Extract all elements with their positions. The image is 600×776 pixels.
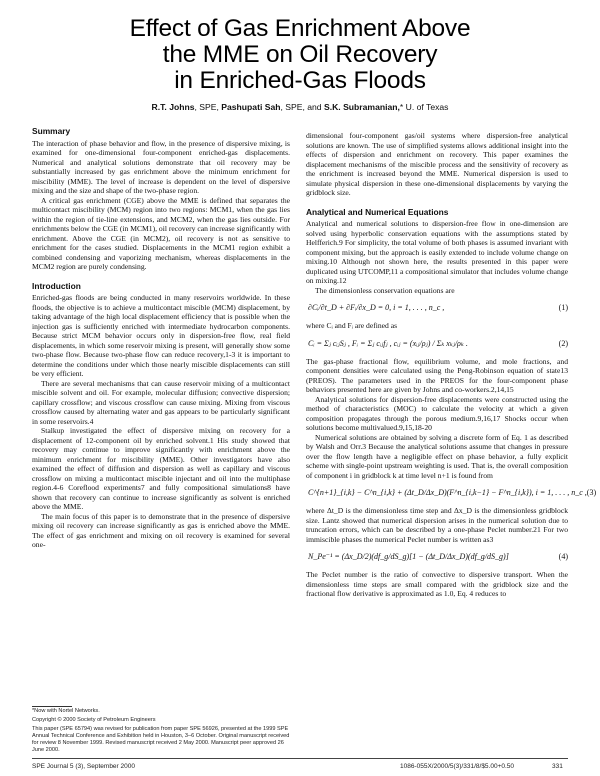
introduction-paragraph: Enriched-gas floods are being conducted in many reservoirs worldwide. In these floods, the objective is to achieve a multicontact miscible (MCM) displacement, by taking advantage of the high local displacement efficiency that is possible when the injection gas is sufficiently enriched with intermediate hydrocarbon components. Because strict MCM behavior occurs only in dispersion-free flow, real field displacements, in which some reservoir mixing is present, will generally show some two-phase flow. Because two-phase flow can reduce recovery,1-3 it is important to determine the conditions under which those nearly miscible displacements can still be very efficient. — [32, 293, 290, 378]
equation-body: N_Pe⁻¹ = (Δx_D/2)(df_g/dS_g)[1 − (Δt_D/Δx_D)(df_g/dS_g)] — [308, 552, 509, 562]
equation-body: ∂Cᵢ/∂t_D + ∂Fᵢ/∂x_D = 0, i = 1, . . . , n_c , — [308, 303, 445, 313]
equation-2 — [306, 336, 568, 352]
body-paragraph: where Cᵢ and Fᵢ are defined as — [306, 321, 398, 330]
copyright-note: Copyright © 2000 Society of Petroleum Engineers — [32, 717, 156, 723]
body-paragraph: Analytical and numerical solutions to dispersion-free flow in one-dimension are solved using hyperbolic conservation equations with the assumptions stated by Helfferich.9 For simplicity, the total volume of both phases is assumed invariant with component mixing, but the approach is easily extended to include volume change on mixing.10 Although not shown here, the results presented in this paper were duplicated using UTCOMP,11 a compositional simulator that includes volume change on mixing.12 — [306, 219, 568, 285]
equation-number: (4) — [558, 552, 568, 562]
author-2: Pashupati Sah — [221, 102, 281, 112]
body-paragraph: The dimensionless conservation equations are — [315, 285, 455, 295]
title-line-1: Effect of Gas Enrichment Above — [129, 15, 471, 42]
issn-code: 1086-055X/2000/5(3)/331/8/$5.00+0.50 — [400, 763, 515, 770]
equation-number: (1) — [558, 303, 568, 313]
summary-paragraph: A critical gas enrichment (CGE) above the MME is defined that separates the multicontact miscibility (MCM) region into two regions: MCM1, when the gas lies within the region of tie-line extensions, and MCM2, when the gas lies outside. For enrichments below the CGE (in MCM1), oil recovery can increase significantly with enrichment. Above the CGE (in MCM2), oil recovery is not as sensitive to enrichment for the cases studied. Displacements in the MCM1 region exhibit a combined condensing and vaporizing mechanism, whereas displacements in the MCM2 region are purely condensing. — [32, 195, 290, 271]
equation-body: Cᵢ = Σⱼ cᵢⱼSⱼ , Fᵢ = Σⱼ cᵢⱼfⱼ , cᵢⱼ = (xᵢⱼ/ρⱼ) / Σₖ xₖⱼ/ρₖ . — [308, 338, 468, 348]
footer-rule — [32, 758, 568, 759]
body-paragraph: dimensional four-component gas/oil systems where dispersion-free analytical solutions are known. The use of simplified systems allows additional insight into the effects of dispersion and enrichment on recovery. This paper examines the displacement mechanisms of the miscible process and the sensitivity of recovery as the enrichment is increased beyond the MME. Numerical dispersion is used to simulate physical dispersion in these one-dimensional displacements by varying the gridblock size. — [306, 131, 568, 197]
equation-3 — [306, 485, 597, 501]
equation-4 — [306, 549, 568, 565]
body-paragraph: Numerical solutions are obtained by solving a discrete form of Eq. 1 as described by Walsh and Orr.3 Because the analytical solutions assume that changes in pressure over the flow length have a negligible effect on phase behavior, a fully explicit scheme with single-point upstream weighting is used. That is, the overall composition of component i in gridblock k at time level n+1 is found from — [306, 432, 568, 480]
introduction-paragraph: The main focus of this paper is to demonstrate that in the presence of dispersive mixing oil recovery can increase significantly as gas is enriched above the MME. The effect of gas enrichment and mixing on oil recovery is examined for several one- — [32, 511, 290, 549]
equation-body: C^{n+1}_{i,k} − C^n_{i,k} + (Δt_D/Δx_D)(F^n_{i,k−1} − F^n_{i,k}), i = 1, . . . , n_c , — [308, 488, 587, 498]
summary-heading: Summary — [32, 126, 71, 136]
author-3: S.K. Subramanian, — [323, 102, 400, 112]
author-line — [40, 102, 560, 112]
title-line-3: in Enriched-Gas Floods — [174, 67, 426, 94]
body-paragraph: where Δt_D is the dimensionless time step and Δx_D is the dimensionless gridblock size. Lantz showed that numerical dispersion arises in the numerical solution due to truncation errors, which can be described by a one-phase Peclet number.21 For two immiscible phases the numerical Peclet number is written as3 — [306, 506, 568, 544]
equation-1 — [306, 300, 568, 316]
paper-title — [40, 16, 560, 94]
footnote: This paper (SPE 65794) was revised for publication from paper SPE 56926, presented at the 1999 SPE Annual Technical Conference and Exhibition held in Houston, 3–6 October. Original manuscript received for review 8 November 1999. Revised manuscript received 2 May 2000. Manuscript peer approved 26 June 2000. — [32, 726, 290, 753]
footnote: *Now with Nortel Networks. — [32, 708, 100, 714]
summary-paragraph: The interaction of phase behavior and flow, in the presence of dispersive mixing, is examined for one-dimensional four-component enriched-gas displacements. Numerical and analytical solutions demonstrate that oil recovery may be substantially increased by gas enrichment above the minimum enrichment for miscibility (MME). The level of increase is dependent on the level of dispersive mixing and the size and shape of the two-phase region. — [32, 138, 290, 195]
body-paragraph: The gas-phase fractional flow, equilibrium volume, and mole fractions, and component densities were calculated using the Peng-Robinson equation of state13 (PREOS). The parameters used in the PREOS for the four-component phase behaviors presented here are given by Johns and co-workers.2,14,15 — [306, 356, 568, 394]
introduction-paragraph: There are several mechanisms that can cause reservoir mixing of a multicontact miscible solvent and oil. For example, molecular diffusion; convective dispersion; capillary crossflow; and viscous crossflow can cause mixing. Mixing from viscous crossflow caused by alternating water and gas appears to be particularly significant in some reservoirs.4 — [32, 378, 290, 426]
body-paragraph: Analytical solutions for dispersion-free displacements were constructed using the method of characteristics (MOC) to calculate the velocity at which a given composition propagates through the porous medium.9,16,17 Shocks occur when solutions become multivalued.9,15,18-20 — [306, 394, 568, 432]
introduction-heading: Introduction — [32, 280, 81, 291]
author-1: R.T. Johns — [151, 102, 195, 112]
equation-number: (2) — [558, 338, 568, 348]
introduction-paragraph: Stalkup investigated the effect of dispersive mixing on recovery for a displacement of 12-component oil by enriched solvent.1 His study showed that recovery may continue to improve significantly with enrichment above the minimum enrichment for miscibility (MME). Other investigators have also examined the effect of diffusion and dispersion as well as capillary and viscous crossflow on mixing a multicontact miscible injectant and oil into the multiphase region.4-6 Coreflood experiments7 and fully compositional simulations8 have shown that recovery can continue to increase significantly as solvent is enriched above the MME. — [32, 426, 290, 511]
author-1-affiliation: , SPE, — [194, 102, 222, 112]
body-paragraph: The Peclet number is the ratio of convective to dispersive transport. When the dimensionless time steps are small compared with the gridblock size and the fractional flow derivative is approximated as 1.0, Eq. 4 reduces to — [306, 570, 568, 598]
author-3-affiliation: * U. of Texas — [399, 102, 449, 112]
left-column — [32, 127, 290, 550]
page-number: 331 — [552, 763, 563, 770]
section-heading: Analytical and Numerical Equations — [306, 206, 449, 217]
equation-number: (3) — [586, 488, 597, 498]
right-column — [306, 131, 597, 599]
footnote-rule — [32, 706, 72, 707]
journal-citation: SPE Journal 5 (3), September 2000 — [32, 763, 135, 770]
footnotes — [32, 708, 290, 756]
title-line-2: the MME on Oil Recovery — [162, 41, 438, 68]
author-2-affiliation: , SPE, and — [280, 102, 324, 112]
